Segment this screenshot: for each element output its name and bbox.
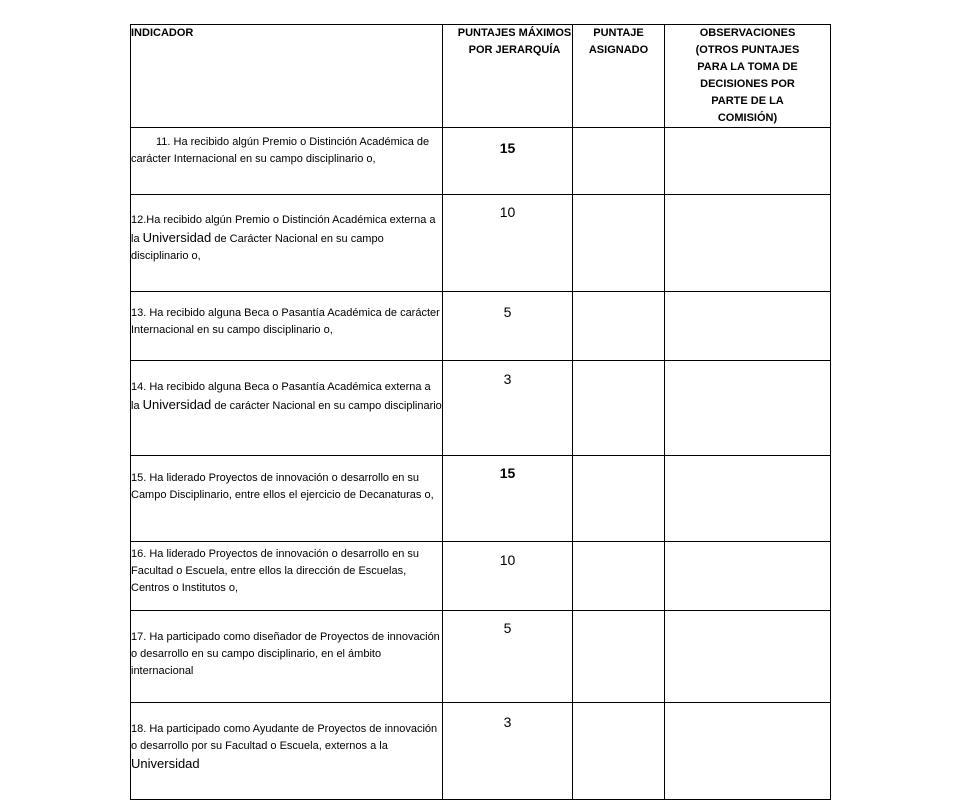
header-indicador: INDICADOR (131, 25, 443, 128)
observations-cell[interactable] (665, 611, 831, 703)
assigned-score-cell[interactable] (573, 542, 665, 611)
indicator-cell: 16. Ha liderado Proyectos de innovación o desarrollo en su Facultad o Escuela, entre ellos la dirección de Escuelas, Centros o Institutos o, (131, 542, 443, 611)
indicator-cell: 13. Ha recibido alguna Beca o Pasantía Académica de carácter Internacional en su campo disciplinario o, (131, 292, 443, 361)
observations-cell[interactable] (665, 703, 831, 800)
observations-cell[interactable] (665, 292, 831, 361)
header-observaciones: OBSERVACIONES (OTROS PUNTAJES PARA LA TOMA DE DECISIONES POR PARTE DE LA COMISIÓN) (665, 25, 831, 128)
max-score-cell: 3 (443, 703, 573, 800)
assigned-score-cell[interactable] (573, 703, 665, 800)
scoring-table (130, 24, 831, 800)
header-row (131, 25, 831, 128)
table-row (131, 128, 831, 195)
max-score-cell: 10 (443, 195, 573, 292)
assigned-score-cell[interactable] (573, 361, 665, 456)
observations-cell[interactable] (665, 361, 831, 456)
indicator-cell: 15. Ha liderado Proyectos de innovación o desarrollo en su Campo Disciplinario, entre ellos el ejercicio de Decanaturas o, (131, 456, 443, 542)
max-score-cell: 10 (443, 542, 573, 611)
observations-cell[interactable] (665, 456, 831, 542)
table-row (131, 703, 831, 800)
assigned-score-cell[interactable] (573, 611, 665, 703)
max-score-cell: 3 (443, 361, 573, 456)
table-row (131, 195, 831, 292)
indicator-cell: 12.Ha recibido algún Premio o Distinción Académica externa a la Universidad de Carácter Nacional en su campo disciplinario o, (131, 195, 443, 292)
observations-cell[interactable] (665, 195, 831, 292)
observations-cell[interactable] (665, 128, 831, 195)
table-row (131, 611, 831, 703)
table-row (131, 292, 831, 361)
table-row (131, 456, 831, 542)
indicator-cell: 11. Ha recibido algún Premio o Distinción Académica de carácter Internacional en su campo disciplinario o, (131, 128, 443, 195)
assigned-score-cell[interactable] (573, 456, 665, 542)
max-score-cell: 5 (443, 292, 573, 361)
assigned-score-cell[interactable] (573, 292, 665, 361)
indicator-cell: 14. Ha recibido alguna Beca o Pasantía Académica externa a la Universidad de carácter Nacional en su campo disciplinario (131, 361, 443, 456)
observations-cell[interactable] (665, 542, 831, 611)
max-score-cell: 15 (443, 456, 573, 542)
max-score-cell: 15 (443, 128, 573, 195)
assigned-score-cell[interactable] (573, 195, 665, 292)
assigned-score-cell[interactable] (573, 128, 665, 195)
indicator-cell: 18. Ha participado como Ayudante de Proyectos de innovación o desarrollo por su Facultad o Escuela, externos a la Universidad (131, 703, 443, 800)
max-score-cell: 5 (443, 611, 573, 703)
header-puntajes-maximos: PUNTAJES MÁXIMOS POR JERARQUÍA (443, 25, 573, 128)
table-row (131, 542, 831, 611)
indicator-cell: 17. Ha participado como diseñador de Proyectos de innovación o desarrollo en su campo disciplinario, en el ámbito internacional (131, 611, 443, 703)
header-puntaje-asignado: PUNTAJE ASIGNADO (573, 25, 665, 128)
table-row (131, 361, 831, 456)
